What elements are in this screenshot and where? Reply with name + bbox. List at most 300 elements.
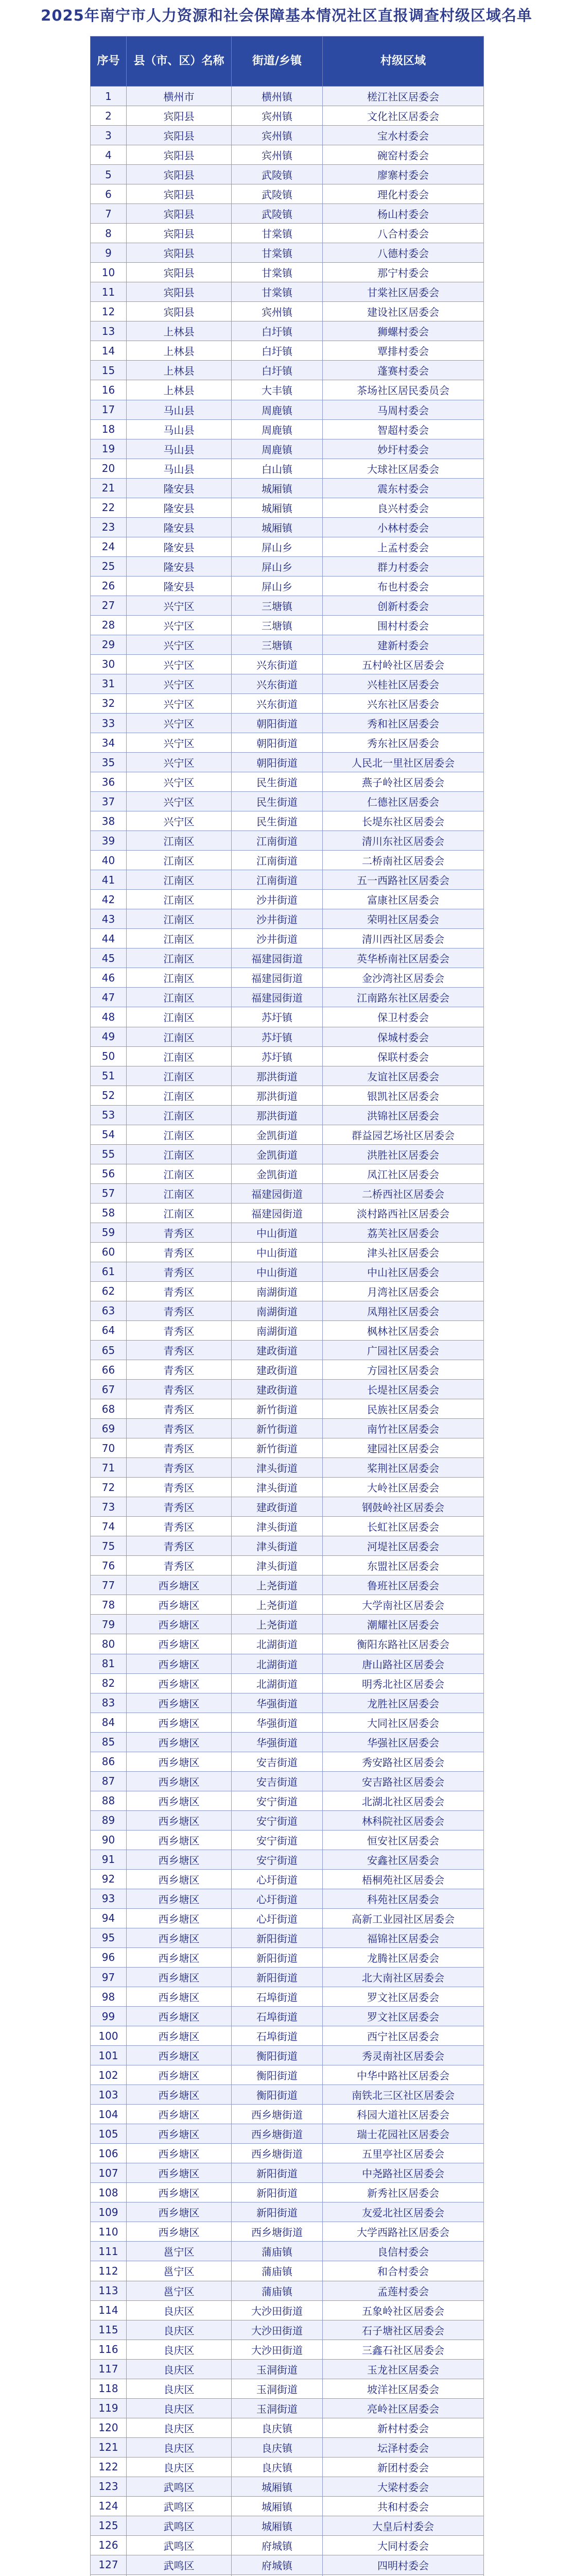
table-row <box>91 2398 484 2418</box>
cell-village-area: 蓬赛村委会 <box>323 361 484 380</box>
cell-serial-number: 50 <box>91 1046 127 1066</box>
cell-street-town: 城厢镇 <box>232 2516 323 2535</box>
cell-street-town: 苏圩镇 <box>232 1046 323 1066</box>
cell-serial-number: 119 <box>91 2398 127 2418</box>
cell-county: 兴宁区 <box>127 693 232 713</box>
table-row <box>91 1086 484 1105</box>
cell-street-town: 苏圩镇 <box>232 1027 323 1046</box>
cell-county: 江南区 <box>127 988 232 1007</box>
cell-village-area: 梧桐苑社区居委会 <box>323 1869 484 1889</box>
cell-street-town: 福建园街道 <box>232 1203 323 1223</box>
table-row <box>91 1791 484 1810</box>
cell-serial-number: 32 <box>91 693 127 713</box>
cell-street-town: 新竹街道 <box>232 1419 323 1438</box>
cell-serial-number: 92 <box>91 1869 127 1889</box>
cell-county: 隆安县 <box>127 576 232 596</box>
cell-street-town: 南湖街道 <box>232 1320 323 1340</box>
cell-village-area: 五里亭社区居委会 <box>323 2144 484 2163</box>
cell-village-area: 宝水村委会 <box>323 126 484 145</box>
cell-village-area: 秀和社区居委会 <box>323 714 484 733</box>
cell-serial-number: 8 <box>91 224 127 243</box>
cell-street-town: 甘棠镇 <box>232 263 323 282</box>
cell-street-town: 城厢镇 <box>232 498 323 517</box>
cell-serial-number: 72 <box>91 1478 127 1497</box>
cell-county: 青秀区 <box>127 1262 232 1281</box>
cell-street-town: 沙井街道 <box>232 890 323 909</box>
cell-street-town: 江南街道 <box>232 851 323 870</box>
cell-village-area: 林科院社区居委会 <box>323 1810 484 1830</box>
cell-street-town: 西乡塘街道 <box>232 2124 323 2144</box>
cell-county: 西乡塘区 <box>127 1791 232 1810</box>
cell-street-town: 屏山乡 <box>232 537 323 556</box>
cell-village-area: 洪胜社区居委会 <box>323 1144 484 1164</box>
cell-street-town: 北湖街道 <box>232 1634 323 1654</box>
table-row <box>91 596 484 615</box>
cell-street-town: 甘棠镇 <box>232 224 323 243</box>
cell-county: 江南区 <box>127 1183 232 1203</box>
cell-county: 宾阳县 <box>127 224 232 243</box>
cell-village-area: 槎江社区居委会 <box>323 87 484 106</box>
cell-serial-number: 11 <box>91 282 127 302</box>
cell-street-town: 那洪街道 <box>232 1086 323 1105</box>
cell-county: 西乡塘区 <box>127 2085 232 2105</box>
cell-serial-number: 89 <box>91 1810 127 1830</box>
table-row <box>91 2496 484 2516</box>
table-row <box>91 341 484 361</box>
cell-village-area: 八德村委会 <box>323 243 484 263</box>
cell-county: 西乡塘区 <box>127 2163 232 2183</box>
cell-street-town: 新阳街道 <box>232 2163 323 2183</box>
cell-village-area: 创新村委会 <box>323 596 484 615</box>
cell-serial-number: 79 <box>91 1615 127 1634</box>
cell-county: 西乡塘区 <box>127 2144 232 2163</box>
cell-serial-number: 97 <box>91 1968 127 1987</box>
cell-street-town: 石埠街道 <box>232 2026 323 2046</box>
cell-village-area: 新秀社区居委会 <box>323 2183 484 2202</box>
table-row <box>91 2105 484 2124</box>
cell-street-town: 宾州镇 <box>232 302 323 321</box>
cell-street-town: 津头街道 <box>232 1517 323 1536</box>
table-row <box>91 1889 484 1908</box>
cell-street-town: 朝阳街道 <box>232 714 323 733</box>
cell-street-town: 良庆镇 <box>232 2437 323 2457</box>
table-row <box>91 1732 484 1752</box>
cell-village-area: 碗窑村委会 <box>323 145 484 165</box>
table-row <box>91 1223 484 1242</box>
cell-street-town: 周鹿镇 <box>232 419 323 439</box>
table-row <box>91 988 484 1007</box>
cell-county: 西乡塘区 <box>127 1615 232 1634</box>
cell-street-town: 西乡塘街道 <box>232 2105 323 2124</box>
cell-street-town: 白圩镇 <box>232 361 323 380</box>
cell-county: 马山县 <box>127 439 232 459</box>
table-row <box>91 439 484 459</box>
table-row <box>91 1654 484 1673</box>
cell-county: 宾阳县 <box>127 302 232 321</box>
table-row <box>91 851 484 870</box>
cell-street-town: 兴东街道 <box>232 654 323 674</box>
cell-village-area: 保联村委会 <box>323 1046 484 1066</box>
table-row <box>91 1908 484 1928</box>
cell-street-town: 武陵镇 <box>232 165 323 184</box>
cell-county: 隆安县 <box>127 537 232 556</box>
cell-county: 兴宁区 <box>127 654 232 674</box>
cell-serial-number: 48 <box>91 1007 127 1027</box>
cell-serial-number: 20 <box>91 459 127 478</box>
table-row <box>91 184 484 204</box>
cell-county: 兴宁区 <box>127 596 232 615</box>
table-row <box>91 1928 484 1947</box>
cell-county: 江南区 <box>127 948 232 968</box>
cell-village-area: 二桥西社区居委会 <box>323 1183 484 1203</box>
cell-street-town: 衡阳街道 <box>232 2085 323 2105</box>
cell-street-town: 南湖街道 <box>232 1281 323 1301</box>
cell-village-area: 金沙湾社区居委会 <box>323 968 484 988</box>
cell-village-area: 方园社区居委会 <box>323 1360 484 1380</box>
table-row <box>91 2242 484 2261</box>
cell-serial-number: 59 <box>91 1223 127 1242</box>
table-row <box>91 1968 484 1987</box>
cell-county: 武鸣区 <box>127 2477 232 2496</box>
cell-street-town: 苏圩镇 <box>232 1007 323 1027</box>
table-row <box>91 204 484 224</box>
table-row <box>91 1771 484 1791</box>
cell-village-area: 河堤社区居委会 <box>323 1536 484 1556</box>
cell-village-area: 科苑社区居委会 <box>323 1889 484 1908</box>
table-row <box>91 1752 484 1771</box>
table-row <box>91 654 484 674</box>
cell-county: 西乡塘区 <box>127 1732 232 1752</box>
cell-county: 隆安县 <box>127 517 232 537</box>
cell-village-area: 理化村委会 <box>323 184 484 204</box>
table-row <box>91 772 484 792</box>
cell-street-town: 金凯街道 <box>232 1164 323 1183</box>
page-title: 2025年南宁市人力资源和社会保障基本情况社区直报调查村级区域名单 <box>0 0 573 29</box>
cell-village-area: 大梁村委会 <box>323 2477 484 2496</box>
table-row <box>91 792 484 811</box>
table-row <box>91 361 484 380</box>
table-row <box>91 2144 484 2163</box>
cell-village-area: 石子塘社区居委会 <box>323 2320 484 2340</box>
cell-street-town: 江南街道 <box>232 870 323 890</box>
cell-county: 马山县 <box>127 400 232 419</box>
cell-county: 西乡塘区 <box>127 2026 232 2046</box>
cell-street-town: 建政街道 <box>232 1380 323 1399</box>
cell-serial-number: 63 <box>91 1301 127 1320</box>
table-row <box>91 1125 484 1144</box>
cell-serial-number <box>91 2574 127 2576</box>
cell-street-town: 玉洞街道 <box>232 2359 323 2379</box>
cell-village-area: 清川西社区居委会 <box>323 929 484 948</box>
cell-street-town: 横州镇 <box>232 87 323 106</box>
cell-serial-number: 34 <box>91 733 127 753</box>
cell-serial-number: 44 <box>91 929 127 948</box>
cell-serial-number: 85 <box>91 1732 127 1752</box>
cell-village-area: 杨山村委会 <box>323 204 484 224</box>
cell-village-area: 三鑫石社区居委会 <box>323 2340 484 2359</box>
table-row <box>91 2124 484 2144</box>
cell-county: 江南区 <box>127 890 232 909</box>
cell-street-town: 石埠街道 <box>232 2007 323 2026</box>
table-row <box>91 1869 484 1889</box>
cell-county: 江南区 <box>127 851 232 870</box>
table-row <box>91 2046 484 2065</box>
cell-street-town: 中山街道 <box>232 1242 323 1262</box>
table-row <box>91 400 484 419</box>
cell-county: 西乡塘区 <box>127 2065 232 2085</box>
cell-county: 西乡塘区 <box>127 1693 232 1713</box>
cell-village-area: 建新村委会 <box>323 635 484 654</box>
table-row <box>91 1536 484 1556</box>
cell-village-area: 龙胜社区居委会 <box>323 1693 484 1713</box>
cell-county: 江南区 <box>127 909 232 929</box>
cell-serial-number: 10 <box>91 263 127 282</box>
cell-serial-number: 54 <box>91 1125 127 1144</box>
cell-county: 江南区 <box>127 1125 232 1144</box>
cell-serial-number: 101 <box>91 2046 127 2065</box>
cell-serial-number: 71 <box>91 1458 127 1478</box>
cell-street-town: 城厢镇 <box>232 2477 323 2496</box>
cell-county: 江南区 <box>127 870 232 890</box>
table-row <box>91 635 484 654</box>
cell-county: 邕宁区 <box>127 2261 232 2281</box>
table-row <box>91 2183 484 2202</box>
table-row <box>91 1478 484 1497</box>
cell-village-area: 人民北一里社区居委会 <box>323 753 484 772</box>
cell-street-town: 蒲庙镇 <box>232 2281 323 2300</box>
cell-street-town: 心圩街道 <box>232 1889 323 1908</box>
cell-village-area: 安鑫社区居委会 <box>323 1850 484 1869</box>
table-row <box>91 380 484 400</box>
cell-village-area: 大学南社区居委会 <box>323 1595 484 1615</box>
cell-county: 西乡塘区 <box>127 1987 232 2007</box>
cell-street-town: 新竹街道 <box>232 1438 323 1458</box>
cell-county: 西乡塘区 <box>127 1673 232 1693</box>
cell-street-town: 建政街道 <box>232 1360 323 1380</box>
cell-county: 马山县 <box>127 419 232 439</box>
cell-village-area: 北湖北社区居委会 <box>323 1791 484 1810</box>
cell-street-town: 周鹿镇 <box>232 439 323 459</box>
cell-village-area: 兴东社区居委会 <box>323 693 484 713</box>
table-row <box>91 1987 484 2007</box>
cell-street-town: 北湖街道 <box>232 1673 323 1693</box>
cell-serial-number: 4 <box>91 145 127 165</box>
table-row <box>91 2261 484 2281</box>
cell-serial-number: 68 <box>91 1399 127 1419</box>
cell-serial-number: 45 <box>91 948 127 968</box>
cell-street-town: 金凯街道 <box>232 1144 323 1164</box>
cell-county: 兴宁区 <box>127 714 232 733</box>
cell-county: 兴宁区 <box>127 811 232 831</box>
cell-county: 良庆区 <box>127 2457 232 2477</box>
cell-street-town: 宾州镇 <box>232 145 323 165</box>
cell-village-area: 小林村委会 <box>323 517 484 537</box>
cell-village-area: 玉龙社区居委会 <box>323 2359 484 2379</box>
cell-county <box>127 2574 232 2576</box>
cell-county: 宾阳县 <box>127 126 232 145</box>
cell-village-area: 五象岭社区居委会 <box>323 2300 484 2320</box>
cell-street-town: 大沙田街道 <box>232 2340 323 2359</box>
cell-street-town: 上尧街道 <box>232 1575 323 1595</box>
table-row <box>91 2300 484 2320</box>
cell-village-area: 那宁村委会 <box>323 263 484 282</box>
cell-street-town: 良庆镇 <box>232 2418 323 2437</box>
table-row <box>91 870 484 890</box>
cell-serial-number: 78 <box>91 1595 127 1615</box>
cell-county: 宾阳县 <box>127 204 232 224</box>
cell-serial-number: 37 <box>91 792 127 811</box>
cell-street-town: 安吉街道 <box>232 1771 323 1791</box>
table-row <box>91 282 484 302</box>
cell-county: 隆安县 <box>127 498 232 517</box>
cell-county: 武鸣区 <box>127 2535 232 2555</box>
cell-serial-number: 109 <box>91 2202 127 2222</box>
cell-county: 青秀区 <box>127 1380 232 1399</box>
cell-serial-number: 123 <box>91 2477 127 2496</box>
table-row <box>91 2516 484 2535</box>
cell-street-town: 西乡塘街道 <box>232 2144 323 2163</box>
cell-serial-number: 22 <box>91 498 127 517</box>
cell-serial-number: 104 <box>91 2105 127 2124</box>
cell-street-town: 南湖街道 <box>232 1301 323 1320</box>
cell-serial-number: 125 <box>91 2516 127 2535</box>
cell-county: 青秀区 <box>127 1360 232 1380</box>
table-row <box>91 733 484 753</box>
cell-serial-number: 46 <box>91 968 127 988</box>
header-street-town: 街道/乡镇 <box>232 37 323 87</box>
cell-county: 江南区 <box>127 1066 232 1086</box>
cell-serial-number: 40 <box>91 851 127 870</box>
cell-county: 西乡塘区 <box>127 2124 232 2144</box>
cell-street-town: 安宁街道 <box>232 1791 323 1810</box>
cell-serial-number: 41 <box>91 870 127 890</box>
cell-serial-number: 94 <box>91 1908 127 1928</box>
cell-serial-number: 64 <box>91 1320 127 1340</box>
cell-village-area: 高新工业园社区居委会 <box>323 1908 484 1928</box>
table-row <box>91 1341 484 1360</box>
cell-serial-number: 102 <box>91 2065 127 2085</box>
cell-serial-number: 39 <box>91 831 127 851</box>
cell-street-town: 心圩街道 <box>232 1908 323 1928</box>
cell-village-area: 智超村委会 <box>323 419 484 439</box>
cell-village-area: 荔芙社区居委会 <box>323 1223 484 1242</box>
cell-village-area: 茶场社区居民委员会 <box>323 380 484 400</box>
table-row <box>91 2320 484 2340</box>
cell-village-area: 新团村委会 <box>323 2457 484 2477</box>
cell-village-area: 明秀北社区居委会 <box>323 1673 484 1693</box>
cell-street-town: 武陵镇 <box>232 184 323 204</box>
cell-village-area: 大同社区居委会 <box>323 1713 484 1732</box>
cell-street-town: 安宁街道 <box>232 1810 323 1830</box>
cell-county: 兴宁区 <box>127 753 232 772</box>
cell-village-area: 富康社区居委会 <box>323 890 484 909</box>
cell-serial-number: 19 <box>91 439 127 459</box>
cell-street-town: 屏山乡 <box>232 556 323 576</box>
cell-serial-number: 75 <box>91 1536 127 1556</box>
cell-village-area: 围村村委会 <box>323 615 484 635</box>
table-row <box>91 1595 484 1615</box>
cell-serial-number: 47 <box>91 988 127 1007</box>
cell-county: 兴宁区 <box>127 635 232 654</box>
cell-village-area: 龙腾社区居委会 <box>323 1947 484 1967</box>
cell-serial-number: 113 <box>91 2281 127 2300</box>
cell-serial-number: 27 <box>91 596 127 615</box>
table-row <box>91 2163 484 2183</box>
table-row <box>91 2555 484 2574</box>
table-row <box>91 556 484 576</box>
cell-street-town: 福建园街道 <box>232 948 323 968</box>
cell-serial-number: 62 <box>91 1281 127 1301</box>
table-row <box>91 714 484 733</box>
cell-county: 青秀区 <box>127 1458 232 1478</box>
table-row <box>91 576 484 596</box>
cell-county: 兴宁区 <box>127 772 232 792</box>
cell-serial-number: 110 <box>91 2222 127 2242</box>
table-row <box>91 165 484 184</box>
cell-county: 武鸣区 <box>127 2516 232 2535</box>
cell-street-town: 民生街道 <box>232 811 323 831</box>
cell-serial-number: 66 <box>91 1360 127 1380</box>
cell-serial-number: 23 <box>91 517 127 537</box>
cell-village-area: 八合村委会 <box>323 224 484 243</box>
table-row <box>91 1850 484 1869</box>
table-row <box>91 693 484 713</box>
cell-county: 西乡塘区 <box>127 1654 232 1673</box>
cell-county: 青秀区 <box>127 1536 232 1556</box>
cell-county: 良庆区 <box>127 2300 232 2320</box>
cell-village-area: 秀灵南社区居委会 <box>323 2046 484 2065</box>
cell-serial-number: 29 <box>91 635 127 654</box>
cell-county: 西乡塘区 <box>127 1595 232 1615</box>
cell-serial-number: 43 <box>91 909 127 929</box>
cell-serial-number: 87 <box>91 1771 127 1791</box>
cell-village-area: 大学西路社区居委会 <box>323 2222 484 2242</box>
cell-county: 宾阳县 <box>127 145 232 165</box>
cell-street-town: 沙井街道 <box>232 909 323 929</box>
cell-village-area: 唐山路社区居委会 <box>323 1654 484 1673</box>
cell-village-area: 淡村路西社区居委会 <box>323 1203 484 1223</box>
cell-county: 西乡塘区 <box>127 1947 232 1967</box>
cell-street-town: 心圩街道 <box>232 1869 323 1889</box>
table-row <box>91 753 484 772</box>
cell-street-town: 石埠街道 <box>232 1987 323 2007</box>
cell-village-area: 福锦社区居委会 <box>323 1928 484 1947</box>
cell-serial-number: 35 <box>91 753 127 772</box>
cell-county: 青秀区 <box>127 1320 232 1340</box>
cell-street-town: 中山街道 <box>232 1262 323 1281</box>
table-row <box>91 1380 484 1399</box>
table-row <box>91 968 484 988</box>
table-row <box>91 1458 484 1478</box>
cell-county: 青秀区 <box>127 1419 232 1438</box>
cell-street-town: 大沙田街道 <box>232 2300 323 2320</box>
cell-serial-number: 84 <box>91 1713 127 1732</box>
cell-village-area: 群力村委会 <box>323 556 484 576</box>
cell-street-town: 新阳街道 <box>232 1947 323 1967</box>
cell-street-town: 津头街道 <box>232 1478 323 1497</box>
cell-village-area: 华强社区居委会 <box>323 1732 484 1752</box>
cell-serial-number: 58 <box>91 1203 127 1223</box>
cell-county: 西乡塘区 <box>127 2222 232 2242</box>
cell-serial-number: 33 <box>91 714 127 733</box>
cell-county: 江南区 <box>127 1105 232 1125</box>
cell-village-area: 凤翔社区居委会 <box>323 1301 484 1320</box>
cell-county: 良庆区 <box>127 2320 232 2340</box>
cell-serial-number: 120 <box>91 2418 127 2437</box>
cell-village-area: 新村村委会 <box>323 2418 484 2437</box>
cell-serial-number: 18 <box>91 419 127 439</box>
cell-serial-number: 16 <box>91 380 127 400</box>
